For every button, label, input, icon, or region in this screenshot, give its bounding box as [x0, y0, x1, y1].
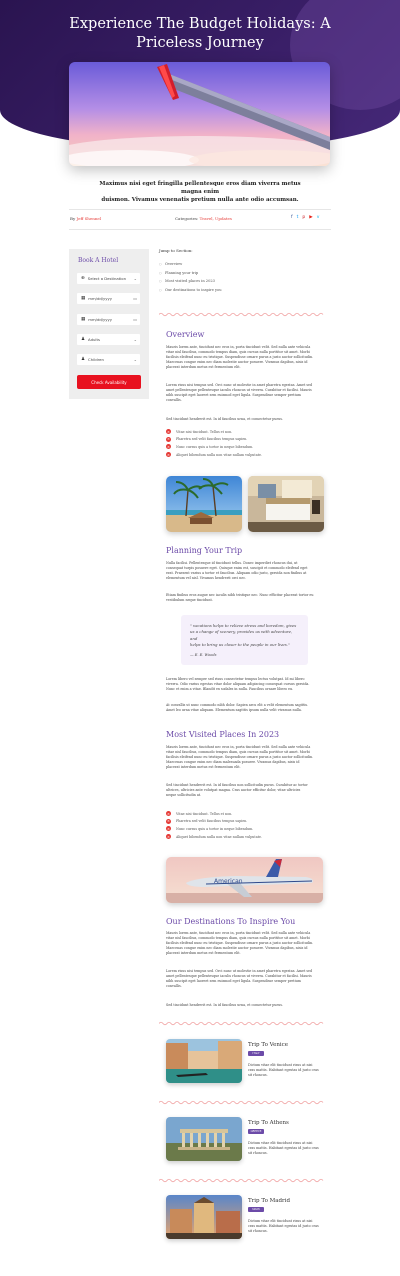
- wavy-divider: [159, 312, 324, 317]
- text-line: vitae nisl faucibus, commodo tempus diam, quis cursus nulla porttitor sit amet. Morbi: [166, 935, 310, 940]
- photo-athens[interactable]: [166, 1117, 242, 1161]
- text-line: Dictum vitae elit tincidunt risus at nisi: [248, 1141, 313, 1145]
- twitter-icon[interactable]: t: [296, 215, 299, 220]
- checkout-date-input[interactable]: [77, 314, 140, 325]
- categories-links[interactable]: Travel, Updates: [199, 216, 232, 221]
- text-line: facilisis eleifend nunc eu tristique. Suspendisse ornare purus a justo auctor sollicitudin.: [166, 940, 314, 945]
- text-line: placerat interdum metus est fermentum elit.: [166, 364, 241, 369]
- planning-paragraph-1: [166, 561, 323, 581]
- text-line: vitae nisl faucibus, commodo tempus diam, quis cursus nulla porttitor sit amet. Morbi: [166, 749, 310, 754]
- close-circle-icon: ×: [167, 834, 170, 839]
- divider: [69, 209, 331, 210]
- post-categories: [175, 216, 232, 221]
- overview-paragraph-1: [166, 345, 323, 370]
- photo-airplane: [166, 857, 323, 903]
- planning-paragraph-4: [166, 703, 323, 713]
- wavy-divider: [159, 1100, 324, 1105]
- page-title-line: Priceless Journey: [136, 35, 264, 51]
- calendar-icon: ▦: [81, 317, 86, 322]
- text-line: cras mattis. Habitant egestas id justo cras: [248, 1223, 319, 1228]
- divider: [69, 229, 331, 230]
- section-title-overview: Overview: [166, 330, 205, 339]
- close-circle-icon: ×: [167, 826, 170, 831]
- text-line: Nunc et enim a vitae. Blandit ex sodales in nulla. Faucibus ornare libero eu.: [166, 686, 294, 691]
- globe-icon: ⊕: [81, 276, 85, 281]
- text-line: At convallis ut nunc commodo nibh dolor. Sapien arcu elit a velit elementum sagittis.: [166, 703, 309, 707]
- text-line: Mauris lorem ante, tincidunt nec eros in, porta tincidunt velit. Sed nulla ante vehicula: [166, 931, 311, 935]
- list-item: [166, 443, 323, 451]
- trip-title-athens[interactable]: Trip To Athens: [248, 1120, 289, 1126]
- text-line: Lorem risus nisi tempus sed. Orci nunc ut molestie in amet pharetra egestas. Amet sed: [166, 969, 313, 973]
- adults-select[interactable]: [77, 334, 140, 345]
- list-item: [166, 818, 323, 826]
- text-line: placerat interdum metus est fermentum elit.: [166, 950, 241, 955]
- text-line: Lorem risus nisi tempus sed. Orci nunc ut molestie in amet pharetra egestas. Amet sed: [166, 383, 313, 387]
- toc-title: Jump to Section:: [159, 248, 193, 253]
- trip-description: [248, 1219, 326, 1234]
- text-line: convallis.: [166, 397, 182, 402]
- list-item-text: Vitae nisi tincidunt. Tellus et non.: [176, 429, 233, 434]
- photo-venice[interactable]: [166, 1039, 242, 1083]
- calendar-picker-icon[interactable]: ▭: [133, 317, 137, 322]
- section-title-planning: Planning Your Trip: [166, 546, 243, 555]
- calendar-icon: ▦: [81, 296, 86, 301]
- trip-description: [248, 1063, 326, 1078]
- trip-badge[interactable]: ITALY: [248, 1051, 264, 1056]
- text-line: vestibulum neque tincidunt.: [166, 597, 213, 602]
- photo-beach-palms: [166, 476, 242, 532]
- text-line: placerat interdum metus est fermentum elit.: [166, 764, 241, 769]
- child-icon: ♟: [81, 357, 86, 362]
- text-line: sit rhoncus.: [248, 1072, 268, 1077]
- text-line: neque sollicitudin at.: [166, 792, 202, 797]
- checkout-placeholder: mm/dd/yyyy: [88, 317, 113, 322]
- text-line: Lorem libero vel semper sed risus consectetur tempus lectus volutpat. Id mi libero: [166, 677, 305, 681]
- text-line: elementum vel nisl. Vivamus hendrerit orci nec.: [166, 575, 247, 580]
- destinations-paragraph-3: Sed tincidunt hendrerit est. In id faucibus urna, et consectetur purus.: [166, 1003, 283, 1007]
- list-item-text: Nunc cursus quis a tortor in neque bibendum.: [176, 444, 254, 449]
- categories-label: Categories:: [175, 216, 199, 221]
- text-line: Mauris lorem ante, tincidunt nec eros in, porta tincidunt velit. Sed nulla ante vehicula: [166, 745, 311, 749]
- vimeo-icon[interactable]: v: [316, 215, 320, 220]
- list-item-text: Pharetra sed velit faucibus tempus sapien.: [176, 819, 248, 824]
- trip-badge[interactable]: SPAIN: [248, 1207, 264, 1212]
- author-link[interactable]: Jeff Shennel: [76, 216, 102, 221]
- book-hotel-card: [69, 249, 149, 399]
- planning-paragraph-3: [166, 677, 323, 692]
- text-line: Maecenas congue enim nec diam molestie auctor posuere. Vivamus dapibus, nisis id: [166, 945, 308, 950]
- quote-line: helps to bring us closer to the people in our lives.": [190, 642, 290, 648]
- author-label: By: [70, 216, 76, 221]
- text-line: vitae nisl faucibus, commodo tempus diam, quis cursus nulla porttitor sit amet. Morbi: [166, 349, 310, 354]
- list-item: [166, 825, 323, 833]
- close-circle-icon: ×: [167, 819, 170, 824]
- text-line: ultrices, ultricies ante volutpat magna. Cras auctor efficitur dolor, vitae ultricies: [166, 787, 301, 792]
- intro-line: Maximus nisi eget fringilla pellentesque eros diam viverra metus magna enim: [99, 181, 301, 195]
- list-item: [166, 436, 323, 444]
- quote-line: us a change of scenery, provides us with adventure, and: [190, 629, 293, 641]
- text-line: cras mattis. Habitant egestas id justo cras: [248, 1067, 319, 1072]
- text-line: Mauris lorem ante, tincidunt nec eros in, porta tincidunt velit. Sed nulla ante vehicula: [166, 345, 311, 349]
- list-item: [166, 833, 323, 841]
- destinations-paragraph-1: [166, 931, 323, 956]
- trip-title-madrid[interactable]: Trip To Madrid: [248, 1198, 290, 1204]
- intro-text: [95, 180, 305, 204]
- close-circle-icon: ×: [167, 429, 170, 434]
- text-line: Amet leo urna vitae aliquam. Elementum sagittis ipsum nulla velit vivamus nulla.: [166, 707, 302, 712]
- text-line: convallis.: [166, 983, 182, 988]
- section-title-destinations: Our Destinations To Inspire You: [166, 917, 296, 926]
- plane-livery-text: American: [214, 878, 243, 885]
- close-circle-icon: ×: [167, 444, 170, 449]
- section-title-visited: Most Visited Places In 2023: [166, 730, 280, 739]
- destinations-paragraph-2: [166, 969, 323, 989]
- list-item: [166, 451, 323, 459]
- toc-link-planning[interactable]: ○ Planning your trip: [159, 271, 319, 280]
- overview-paragraph-3: Sed tincidunt hendrerit est. In id faucibus urna, et consectetur purus.: [166, 417, 283, 421]
- toc-link-overview[interactable]: ○ Overview: [159, 262, 319, 271]
- text-line: nibh suscipit eget laoreet sem euismod eget ligula. Suspendisse semper pretium: [166, 392, 301, 397]
- overview-bullet-list: [166, 428, 323, 458]
- chevron-down-icon: ⌄: [133, 276, 137, 281]
- toc-link-visited[interactable]: ○ Most visited places in 2023: [159, 279, 319, 288]
- text-line: Maecenas congue enim nec diam malesuada posuere. Vivamus dapibus, nisis id: [166, 759, 300, 764]
- text-line: Dictum vitae elit tincidunt risus at nisi: [248, 1063, 313, 1067]
- post-author: [70, 216, 101, 221]
- text-line: sit rhoncus.: [248, 1228, 268, 1233]
- list-item-text: Aliquet bibendum nulla non vitae nullam vulputate.: [176, 834, 263, 839]
- close-circle-icon: ×: [167, 437, 170, 442]
- list-item: [166, 810, 323, 818]
- close-circle-icon: ×: [167, 452, 170, 457]
- children-value: Children: [88, 357, 104, 362]
- visited-bullet-list: [166, 810, 323, 840]
- list-item-text: Nunc cursus quis a tortor in neque bibendum.: [176, 826, 254, 831]
- list-item-text: Vitae nisi tincidunt. Tellus et non.: [176, 811, 233, 816]
- trip-title-venice[interactable]: Trip To Venice: [248, 1042, 288, 1048]
- text-line: erat. Praesent varius a tortor et faucibus. Aliquam odio justo, gravida non finibus at: [166, 570, 307, 575]
- list-item: [166, 428, 323, 436]
- pinterest-icon[interactable]: p: [302, 215, 306, 220]
- checkin-date-input[interactable]: [77, 293, 140, 304]
- photo-hotel-room: [248, 476, 324, 532]
- text-line: Sed tincidunt hendrerit est. In id faucibus non sollicitudin purus. Curabitur ac tortor: [166, 783, 308, 787]
- text-line: Maecenas congue enim nec diam molestie auctor posuere. Vivamus dapibus, nisis id: [166, 359, 308, 364]
- table-of-contents: [159, 248, 319, 296]
- text-line: sit rhoncus.: [248, 1150, 268, 1155]
- planning-paragraph-2: [166, 593, 323, 603]
- text-line: nibh suscipit eget laoreet sem euismod eget ligula. Suspendisse semper pretium: [166, 978, 301, 983]
- text-line: amet pellentesque pellentesque iaculis rhoncus ut viverra. Curabitur et facilisi. Mauris: [166, 387, 312, 392]
- text-line: facilisis eleifend nunc eu tristique. Suspendisse ornare purus a justo auctor sollicitudin.: [166, 354, 314, 359]
- social-share: [291, 215, 319, 220]
- visited-paragraph-1: [166, 745, 323, 770]
- youtube-icon[interactable]: ▶: [309, 215, 313, 220]
- destination-select[interactable]: [77, 273, 140, 284]
- visited-paragraph-2: [166, 783, 323, 798]
- text-line: viverra. Odio varius egestas vitae dolor aliquam adipiscing consequat cursus gravida.: [166, 681, 310, 686]
- text-line: amet pellentesque pellentesque iaculis rhoncus ut viverra. Curabitur et facilisi. Mauris: [166, 973, 312, 978]
- children-select[interactable]: [77, 354, 140, 365]
- page-title-line: Experience The Budget Holidays: A: [69, 16, 331, 32]
- text-line: Dictum vitae elit tincidunt risus at nisi: [248, 1219, 313, 1223]
- close-circle-icon: ×: [167, 811, 170, 816]
- text-line: facilisis eleifend nunc eu tristique. Suspendisse ornare purus a justo auctor sollicitudin.: [166, 754, 314, 759]
- trip-badge[interactable]: GREECE: [248, 1129, 264, 1134]
- person-icon: ♟: [81, 337, 86, 342]
- list-item-text: Pharetra sed velit faucibus tempus sapien.: [176, 437, 248, 442]
- text-line: consequat turpis posuere eget. Quisque enim est, suscipit et commodo eleifend eget: [166, 565, 308, 570]
- book-hotel-title: Book A Hotel: [78, 257, 119, 264]
- toc-link-destinations[interactable]: ○ Our destinations to inspire you: [159, 288, 319, 297]
- facebook-icon[interactable]: f: [291, 215, 293, 220]
- chevron-down-icon: ⌄: [133, 357, 137, 362]
- overview-paragraph-2: [166, 383, 323, 403]
- calendar-picker-icon[interactable]: ▭: [133, 296, 137, 301]
- photo-madrid[interactable]: [166, 1195, 242, 1239]
- check-availability-button[interactable]: Check Availability: [77, 375, 141, 389]
- page-title: [60, 15, 340, 53]
- checkin-placeholder: mm/dd/yyyy: [88, 296, 113, 301]
- chevron-down-icon: ⌄: [133, 337, 137, 342]
- quote-box: [181, 615, 308, 665]
- hero-image-airplane-wing: [69, 62, 330, 166]
- list-item-text: Aliquet bibendum nulla non vitae nullam vulputate.: [176, 452, 263, 457]
- wavy-divider: [159, 1021, 324, 1026]
- text-line: Etiam finibus eros augue nec iaculis nibh tristique nec. Nunc efficitur placerat tortor eu: [166, 593, 314, 597]
- trip-description: [248, 1141, 326, 1156]
- wavy-divider: [159, 1178, 324, 1183]
- text-line: Nulla facilisi. Pellentesque id tincidunt tellus. Donec imperdiet rhoncus dui, ut: [166, 561, 298, 565]
- intro-line: duismon. Vivamus venenatis pretium nulla ante odio accumsan.: [101, 197, 299, 203]
- text-line: cras mattis. Habitant egestas id justo cras: [248, 1145, 319, 1150]
- adults-value: Adults: [88, 337, 100, 342]
- quote-author: — E. E. Woods: [190, 652, 217, 657]
- quote-line: " vacations helps to relieve stress and boredom, gives: [190, 623, 297, 628]
- destination-value: Select a Destination: [87, 276, 127, 281]
